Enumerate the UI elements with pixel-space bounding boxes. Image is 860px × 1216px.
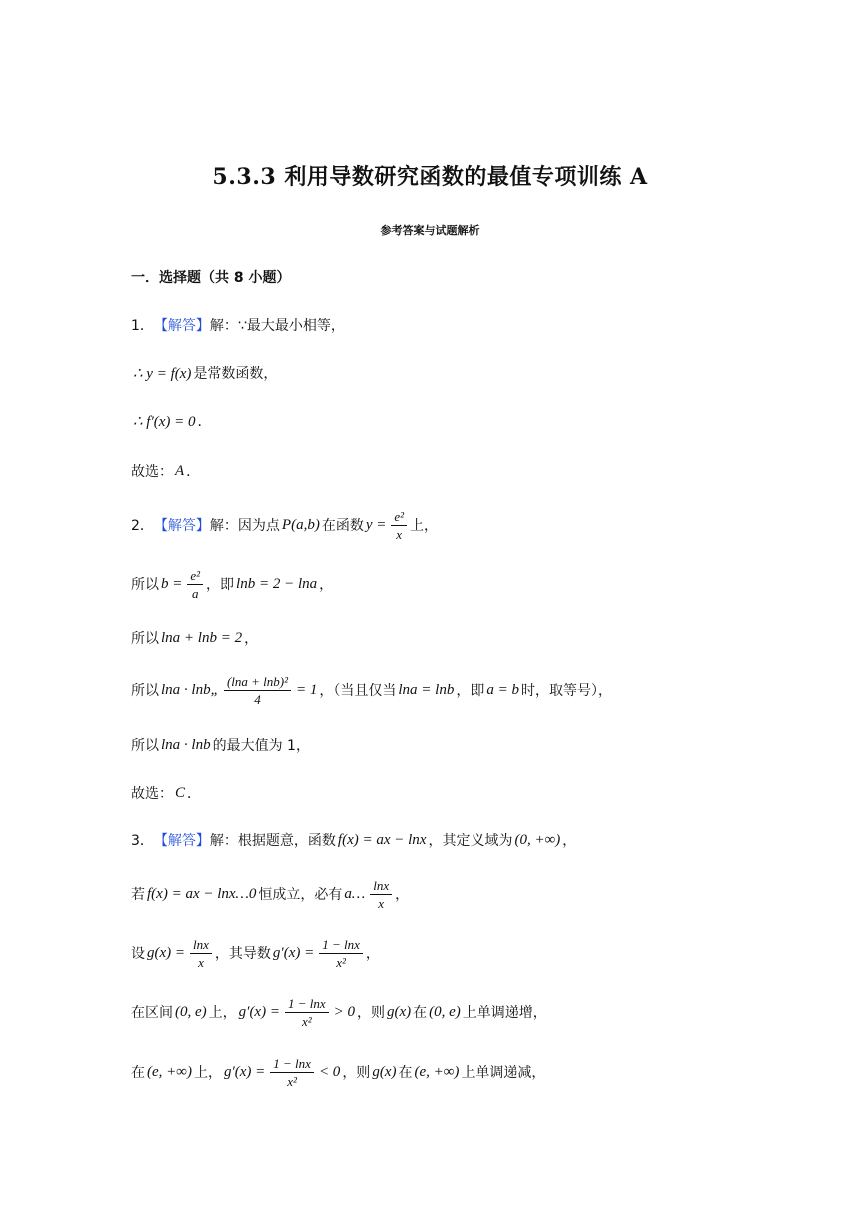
- fraction-denominator: a: [191, 585, 199, 601]
- q3-math: (0, +∞): [514, 831, 561, 848]
- document-subtitle: 参考答案与试题解析: [380, 224, 480, 237]
- q1-text-2: 是常数函数，: [193, 366, 278, 382]
- q2-text: ，: [319, 577, 334, 593]
- q2-line-1: [131, 508, 438, 542]
- q2-text: ，即: [456, 683, 485, 699]
- q3-math: g(x): [387, 1003, 412, 1020]
- q1-line-2: [131, 359, 277, 387]
- q2-answer-tag[interactable]: 【解答】: [153, 518, 210, 534]
- q1-text-1: ∵最大最小相等，: [237, 318, 345, 334]
- q1-answer-choice: A: [175, 462, 185, 479]
- q1-number: 1．: [131, 318, 154, 334]
- q2-answer-line: [131, 779, 201, 807]
- fraction-denominator: 4: [254, 691, 261, 707]
- q3-math: g′(x) =: [238, 1003, 280, 1020]
- q2-math: lna = lnb: [398, 681, 455, 698]
- q2-text: 的最大值为 1，: [212, 738, 310, 754]
- q2-answer-label: 故选：: [131, 786, 173, 802]
- q2-text: 时，取等号），: [520, 683, 612, 699]
- fraction-numerator: lnx: [190, 937, 212, 954]
- q2-math: lna · lnb„: [161, 681, 219, 698]
- section-title: 一．选择题（共 8 小题）: [131, 270, 291, 286]
- q2-fraction: [391, 509, 407, 542]
- q2-text: 所以: [131, 577, 159, 593]
- q1-line-3: [131, 407, 212, 435]
- q3-math: (0, e): [429, 1003, 461, 1020]
- q3-text: 在: [131, 1065, 145, 1081]
- q2-math: b =: [161, 575, 183, 592]
- q2-math: = 1: [296, 681, 318, 698]
- q3-text: 上单调递增，: [462, 1005, 547, 1021]
- fraction-denominator: x²: [301, 1013, 312, 1029]
- q1-answer-end: ．: [186, 464, 201, 480]
- q3-fraction: [190, 937, 212, 970]
- fraction-denominator: x: [198, 954, 204, 970]
- q2-line-5: [131, 731, 310, 759]
- fraction-numerator: 1 − lnx: [285, 996, 329, 1013]
- fraction-denominator: x²: [336, 954, 346, 970]
- q3-math: (0, e): [175, 1003, 207, 1020]
- q1-line-1: [131, 311, 345, 339]
- q1-text-3: ．: [197, 414, 212, 430]
- q3-text: 上，: [193, 1065, 222, 1081]
- q2-math: P(a,b): [281, 516, 320, 533]
- fraction-numerator: e²: [187, 568, 203, 585]
- q2-text: ，（当且仅当: [319, 683, 397, 699]
- q3-text: 在区间: [131, 1005, 173, 1021]
- q3-math: (e, +∞): [147, 1063, 192, 1080]
- q3-text: 上，: [208, 1005, 237, 1021]
- q1-answer-tag[interactable]: 【解答】: [153, 318, 210, 334]
- fraction-numerator: e²: [391, 509, 407, 526]
- q3-text: ，则: [357, 1005, 385, 1021]
- q2-text: 上，: [410, 518, 439, 534]
- q3-text: 恒成立，必有: [258, 887, 343, 903]
- q2-answer-choice: C: [175, 784, 186, 801]
- q2-math: lnb = 2 − lna: [236, 575, 318, 592]
- q3-math: g′(x) =: [223, 1063, 266, 1080]
- q3-fraction: [370, 878, 392, 911]
- q3-math: g(x) =: [147, 944, 186, 961]
- q3-math: g′(x) =: [272, 944, 315, 961]
- q3-number: 3．: [131, 833, 154, 849]
- q2-math: lna + lnb = 2: [161, 629, 243, 646]
- q3-math: < 0: [318, 1063, 341, 1080]
- q3-text: 在: [413, 1005, 428, 1021]
- q3-math: f(x) = ax − lnx: [337, 831, 427, 848]
- q3-line-1: [131, 826, 576, 854]
- q3-text: ，则: [342, 1065, 371, 1081]
- q2-line-2: [131, 567, 333, 601]
- q3-fraction: [285, 996, 329, 1029]
- q3-text: 解：根据题意，函数: [209, 833, 336, 849]
- fraction-numerator: lnx: [370, 878, 392, 895]
- fraction-denominator: x: [378, 895, 385, 911]
- fraction-numerator: 1 − lnx: [319, 937, 363, 954]
- q3-text: 设: [131, 946, 145, 962]
- q2-line-4: [131, 673, 612, 707]
- q2-math: a = b: [486, 681, 519, 698]
- q3-line-3: [131, 936, 380, 970]
- q2-answer-end: ．: [187, 786, 202, 802]
- q2-text: 在函数: [321, 518, 364, 534]
- q3-line-5: [131, 1055, 545, 1089]
- q2-line-3: [131, 624, 258, 652]
- q2-text: ，即: [206, 577, 235, 593]
- q2-text: 解：因为点: [209, 518, 280, 534]
- q3-text: 若: [131, 887, 145, 903]
- fraction-numerator: (lna + lnb)²: [224, 674, 291, 691]
- q2-math: lna · lnb: [161, 736, 211, 753]
- fraction-numerator: 1 − lnx: [270, 1056, 314, 1073]
- q2-text: 所以: [131, 683, 159, 699]
- q3-math: (e, +∞): [414, 1063, 460, 1080]
- q3-text: 上单调递减，: [461, 1065, 546, 1081]
- q3-text: ，: [395, 887, 410, 903]
- q1-math-3: ∴ f′(x) = 0: [133, 413, 196, 430]
- q3-math: > 0: [333, 1003, 355, 1020]
- q2-math: y =: [365, 516, 387, 533]
- q1-answer-label: 故选：: [131, 464, 173, 480]
- document-title: 5.3.3 利用导数研究函数的最值专项训练 A: [212, 164, 648, 190]
- q1-answer-line: [131, 457, 200, 485]
- q2-text: 所以: [131, 631, 159, 647]
- q1-math-2: ∴ y = f(x): [133, 365, 192, 382]
- q2-fraction: [187, 568, 203, 601]
- q3-text: ，: [562, 833, 577, 849]
- q3-math: f(x) = ax − lnx…0: [147, 885, 257, 902]
- q2-text: ，: [244, 631, 259, 647]
- q3-text: 在: [398, 1065, 413, 1081]
- q2-fraction: [224, 674, 291, 707]
- q3-answer-tag[interactable]: 【解答】: [153, 833, 210, 849]
- q3-fraction: [319, 937, 363, 970]
- q3-fraction: [270, 1056, 314, 1089]
- q3-line-2: [131, 877, 409, 911]
- q3-line-4: [131, 995, 547, 1029]
- q2-number: 2．: [131, 518, 154, 534]
- q3-text: ，其导数: [214, 946, 271, 962]
- q2-text: 所以: [131, 738, 159, 754]
- q3-text: ，其定义域为: [428, 833, 513, 849]
- q1-jie: 解：: [209, 318, 238, 334]
- q3-math: g(x): [372, 1063, 397, 1080]
- q3-math: a…: [344, 885, 366, 902]
- q3-text: ，: [365, 946, 380, 962]
- fraction-denominator: x: [396, 526, 403, 542]
- fraction-denominator: x²: [287, 1073, 297, 1089]
